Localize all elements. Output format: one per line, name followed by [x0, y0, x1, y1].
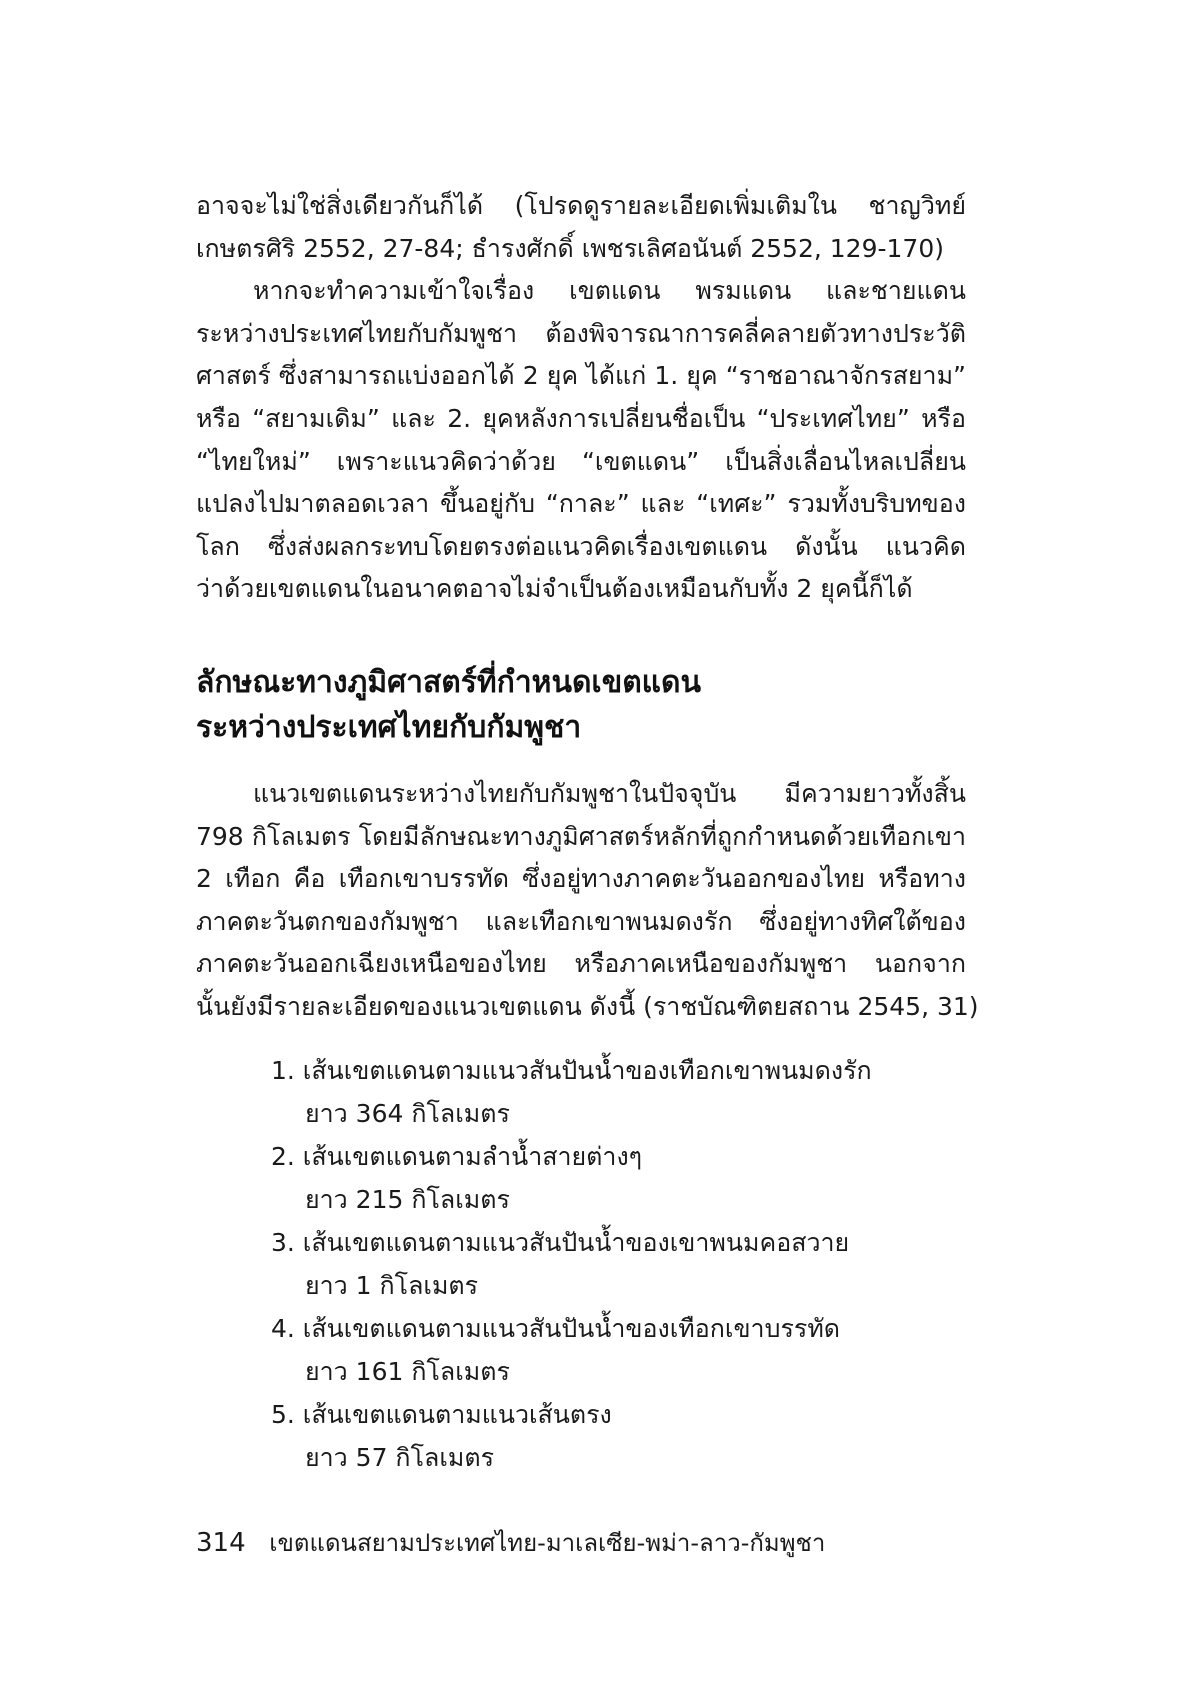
paragraph-line: นั้นยังมีรายละเอียดของแนวเขตแดน ดังนี้ (ราชบัณฑิตยสถาน 2545, 31)	[196, 991, 979, 1021]
paragraph-line: ภาคตะวันออกเฉียงเหนือของไทย หรือภาคเหนือของกัมพูชา นอกจาก	[196, 949, 966, 979]
boundary-length: ยาว 215 กิโลเมตร	[305, 1185, 510, 1214]
list-item	[271, 1307, 951, 1393]
paragraph-line: หากจะทำความเข้าใจเรื่อง เขตแดน พรมแดน และชายแดน	[253, 276, 966, 306]
paragraph-line: ว่าด้วยเขตแดนในอนาคตอาจไม่จำเป็นต้องเหมือนกับทั้ง 2 ยุคนี้ก็ได้	[196, 574, 913, 604]
paragraph-line: ศาสตร์ ซึ่งสามารถแบ่งออกได้ 2 ยุค ได้แก่ 1. ยุค “ราชอาณาจักรสยาม”	[196, 361, 966, 391]
list-item	[271, 1221, 951, 1307]
boundary-title: 1. เส้นเขตแดนตามแนวสันปันน้ำของเทือกเขาพนมดงรัก	[271, 1056, 872, 1085]
list-item	[271, 1135, 951, 1221]
paragraph-line: แปลงไปมาตลอดเวลา ขึ้นอยู่กับ “กาละ” และ “เทศะ” รวมทั้งบริบทของ	[196, 489, 966, 519]
heading-line: ลักษณะทางภูมิศาสตร์ที่กำหนดเขตแดน	[196, 665, 702, 700]
list-item	[271, 1393, 951, 1479]
boundary-title: 2. เส้นเขตแดนตามลำน้ำสายต่างๆ	[271, 1142, 643, 1171]
running-title: เขตแดนสยามประเทศไทย-มาเลเซีย-พม่า-ลาว-กัมพูชา	[269, 1529, 826, 1557]
paragraph-line: ภาคตะวันตกของกัมพูชา และเทือกเขาพนมดงรัก ซึ่งอยู่ทางทิศใต้ของ	[196, 906, 966, 936]
paragraph-line: อาจจะไม่ใช่สิ่งเดียวกันก็ได้ (โปรดดูรายละเอียดเพิ่มเติมใน ชาญวิทย์	[196, 191, 966, 220]
boundary-length: ยาว 161 กิโลเมตร	[305, 1357, 510, 1386]
list-item	[271, 1049, 951, 1135]
paragraph-line: แนวเขตแดนระหว่างไทยกับกัมพูชาในปัจจุบัน มีความยาวทั้งสิ้น	[253, 779, 966, 808]
paragraph-line: 2 เทือก คือ เทือกเขาบรรทัด ซึ่งอยู่ทางภาคตะวันออกของไทย หรือทาง	[196, 864, 966, 894]
paragraph-line: 798 กิโลเมตร โดยมีลักษณะทางภูมิศาสตร์หลักที่ถูกกำหนดด้วยเทือกเขา	[196, 821, 966, 851]
boundary-length: ยาว 57 กิโลเมตร	[305, 1443, 495, 1472]
paragraph-line: เกษตรศิริ 2552, 27-84; ธำรงศักดิ์ เพชรเลิศอนันต์ 2552, 129-170)	[196, 233, 944, 263]
paragraph-line: หรือ “สยามเดิม” และ 2. ยุคหลังการเปลี่ยนชื่อเป็น “ประเทศไทย” หรือ	[196, 403, 966, 433]
boundary-length: ยาว 364 กิโลเมตร	[305, 1099, 510, 1128]
paragraph-line: โลก ซึ่งส่งผลกระทบโดยตรงต่อแนวคิดเรื่องเขตแดน ดังนั้น แนวคิด	[196, 531, 966, 561]
paragraph-line: “ไทยใหม่” เพราะแนวคิดว่าด้วย “เขตแดน” เป็นสิ่งเลื่อนไหลเปลี่ยน	[196, 446, 966, 476]
heading-line: ระหว่างประเทศไทยกับกัมพูชา	[196, 710, 582, 745]
body-text-top	[196, 185, 966, 611]
paragraph-line: ระหว่างประเทศไทยกับกัมพูชา ต้องพิจารณาการคลี่คลายตัวทางประวัติ	[196, 318, 966, 348]
body-text-middle	[196, 773, 979, 1029]
section-heading	[196, 660, 966, 750]
boundary-title: 4. เส้นเขตแดนตามแนวสันปันน้ำของเทือกเขาบรรทัด	[271, 1314, 841, 1343]
boundary-list	[271, 1049, 951, 1479]
page-number: 314	[196, 1528, 246, 1558]
boundary-title: 5. เส้นเขตแดนตามแนวเส้นตรง	[271, 1400, 612, 1429]
page-footer	[196, 1527, 825, 1559]
boundary-title: 3. เส้นเขตแดนตามแนวสันปันน้ำของเขาพนมคอสวาย	[271, 1228, 850, 1257]
boundary-length: ยาว 1 กิโลเมตร	[305, 1271, 479, 1300]
